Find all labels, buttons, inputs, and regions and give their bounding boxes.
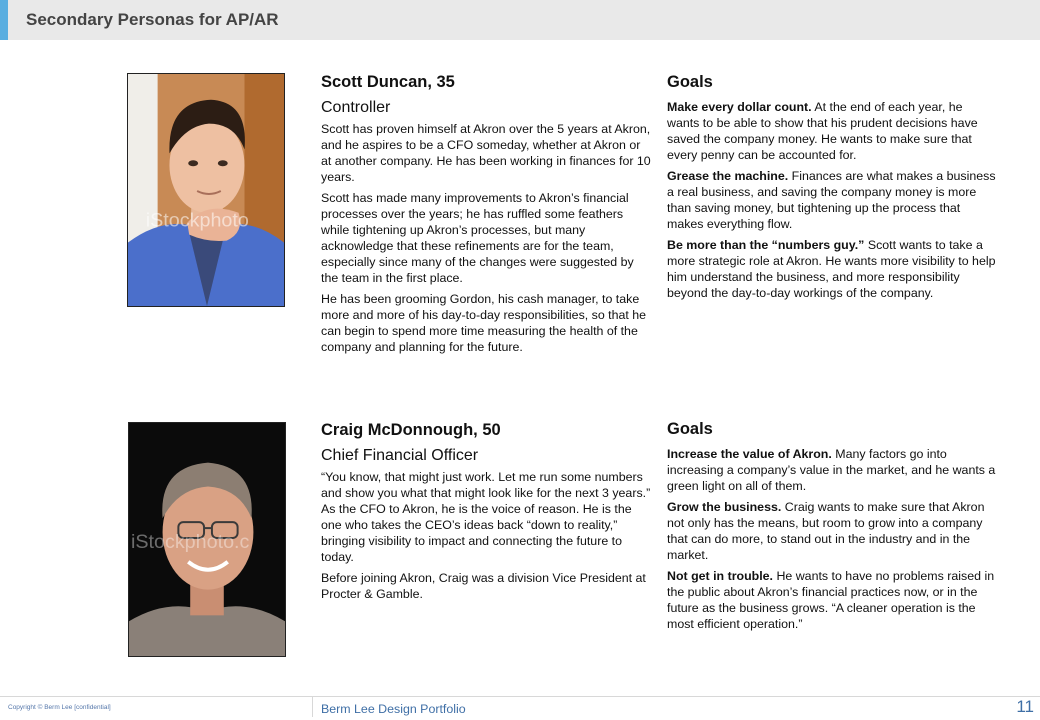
goal-text: Finances are what makes a business a real business, and saving the company money is more than saving money, but tightening up the process that makes everything flow. (667, 169, 996, 231)
goal-item (667, 99, 997, 163)
bio-paragraph: Scott has made many improvements to Akron’s financial processes over the years; he has ruffled some feathers while tightening up Akron’s processes, but many acknowledge that these refinements are for the team, especially since many of the changes were suggested by the team in the first place. (321, 191, 634, 285)
goal-title: Increase the value of Akron. (667, 447, 832, 461)
goal-title: Not get in trouble. (667, 569, 773, 583)
footer-separator (312, 697, 313, 717)
goal-text: Scott wants to take a more strategic role at Akron. He wants more visibility to help him understand the business, and more responsibility beyond the day-to-day workings of the company. (667, 238, 996, 300)
persona-role: Chief Financial Officer (321, 447, 479, 464)
persona-name: Craig McDonnough, 50 (321, 421, 501, 439)
goal-item (667, 446, 997, 494)
goal-item (667, 168, 997, 232)
goal-text: Many factors go into increasing a company’s value in the market, and he wants a green light on all of them. (667, 447, 996, 493)
page-number: 11 (1016, 697, 1034, 716)
portrait-illustration (128, 74, 284, 306)
portfolio-label: Berm Lee Design Portfolio (321, 702, 466, 716)
page-title: Secondary Personas for AP/AR (26, 10, 279, 29)
goals-heading: Goals (667, 420, 713, 438)
goals-section-scott (667, 73, 997, 306)
bio-paragraph: “You know, that might just work. Let me run some numbers and show you what that might look like for the next 3 years.” As the CFO to Akron, he is the voice of reason. He is the one who takes the CEO’s ideas back “down to reality,” bringing visibility to impact and connecting the future to today. (321, 470, 651, 564)
persona-bio-craig (321, 421, 653, 607)
goal-text: He wants to have no problems raised in the public about Akron’s financial practices now, or in the future as the business grows. “A cleaner operation is the most efficient operation.” (667, 569, 995, 631)
title-accent-bar (0, 0, 8, 40)
goal-title: Grease the machine. (667, 169, 789, 183)
bio-paragraph: Scott has proven himself at Akron over the 5 years at Akron, and he aspires to be a CFO someday, whether at Akron or at another company. He has been working in finances for 10 years. (321, 122, 651, 184)
persona-photo-craig (128, 422, 286, 657)
watermark-text: iStockphoto (145, 209, 249, 232)
goal-title: Be more than the “numbers guy.” (667, 238, 865, 252)
goal-item (667, 237, 997, 301)
bio-paragraph: Before joining Akron, Craig was a division Vice President at Procter & Gamble. (321, 571, 646, 601)
goal-text: Craig wants to make sure that Akron not only has the means, but room to grow into a company that can do more, to stand out in the industry and in the market. (667, 500, 985, 562)
portrait-illustration (129, 423, 285, 656)
goal-item (667, 568, 997, 632)
goal-title: Make every dollar count. (667, 100, 812, 114)
footer-divider (0, 696, 1040, 697)
persona-role: Controller (321, 99, 391, 116)
goal-text: At the end of each year, he wants to be able to show that his prudent decisions have saved the company money. He wants to make sure that every penny can be accounted for. (667, 100, 978, 162)
persona-name: Scott Duncan, 35 (321, 73, 455, 91)
persona-bio-scott (321, 73, 653, 360)
watermark-text: iStockphoto.c (130, 530, 250, 553)
copyright-notice: Copyright © Berm Lee [confidential] (8, 704, 111, 711)
goals-section-craig (667, 420, 997, 637)
goal-title: Grow the business. (667, 500, 782, 514)
title-bar (0, 0, 1040, 40)
bio-paragraph: He has been grooming Gordon, his cash manager, to take more and more of his day-to-day responsibilities, so that he can begin to spend more time measuring the health of the company and planning for the future. (321, 292, 647, 354)
persona-photo-scott (127, 73, 285, 307)
goal-item (667, 499, 997, 563)
goals-heading: Goals (667, 73, 713, 91)
